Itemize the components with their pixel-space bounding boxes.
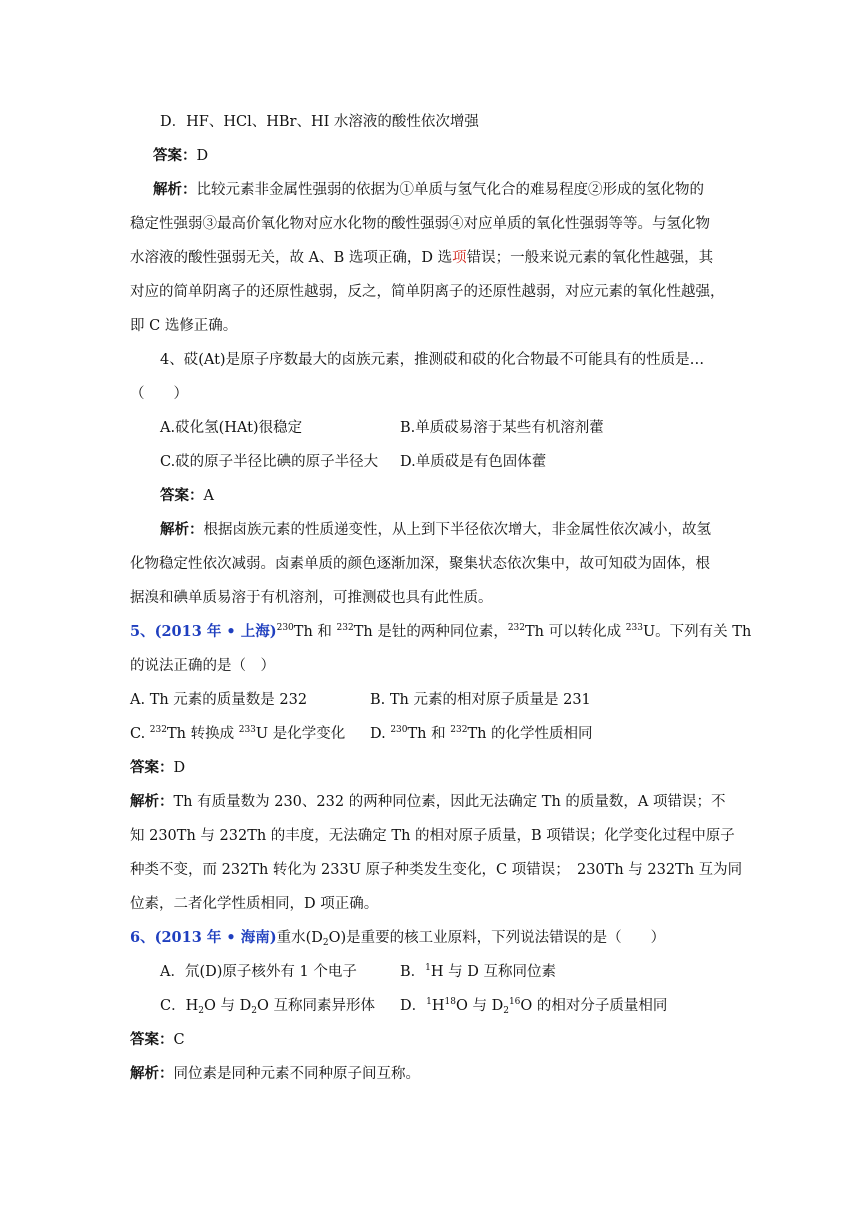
q5-option-d: D. $^{230}$Th 和 $^{232}$Th 的化学性质相同 — [370, 725, 593, 742]
answer-value: A — [203, 488, 214, 504]
q3-analysis-line: 稳定性强弱③最高价氧化物对应水化物的酸性强弱④对应单质的氧化性强弱等等。与氢化物 — [130, 216, 710, 232]
q4-option-c: C.砹的原子半径比碘的原子半径大 — [160, 454, 379, 470]
analysis-label: 解析： — [130, 793, 174, 810]
answer-label: 答案： — [130, 1031, 174, 1048]
q3-analysis-line: 水溶液的酸性强弱无关，故 A、B 选项正确，D 选项错误；一般来说元素的氧化性越强，其 — [130, 250, 714, 266]
q4-analysis-line: 据溴和碘单质易溶于有机溶剂，可推测砹也具有此性质。 — [130, 590, 493, 606]
q5-stem: 5、(2013 年 • 上海)$^{230}$Th 和 $^{232}$Th 是钍的两种同位素，$^{232}$Th 可以转化成 $^{233}$U。下列有关 Th — [130, 623, 752, 640]
analysis-label: 解析： — [160, 521, 204, 538]
q6-options-row2 — [160, 996, 760, 1016]
q6-option-a: A．氘(D)原子核外有 1 个电子 — [160, 964, 357, 980]
q3-analysis-line: 解析：比较元素非金属性强弱的依据为①单质与氢气化合的难易程度②形成的氢化物的 — [153, 181, 704, 198]
q3-option-d: D．HF、HCl、HBr、HI 水溶液的酸性依次增强 — [160, 114, 479, 130]
answer-value: D — [173, 760, 186, 776]
q4-option-d: D.单质砹是有色固体藿 — [400, 454, 547, 470]
q4-options-row2 — [160, 452, 760, 472]
q5-option-c: C. $^{232}$Th 转换成 $^{233}$U 是化学变化 — [130, 725, 346, 742]
analysis-label: 解析： — [153, 181, 197, 198]
q4-stem: 4、砹(At)是原子序数最大的卤族元素，推测砹和砹的化合物最不可能具有的性质是… — [160, 352, 705, 368]
q5-source: 5、(2013 年 • 上海) — [130, 623, 277, 640]
q4-analysis-line: 解析：根据卤族元素的性质递变性，从上到下半径依次增大，非金属性依次减小，故氢 — [160, 521, 711, 538]
q5-analysis-line: 位素，二者化学性质相同，D 项正确。 — [130, 896, 379, 912]
q4-options-row1 — [160, 418, 760, 438]
q5-analysis-line: 知 230Th 与 232Th 的丰度，无法确定 Th 的相对原子质量，B 项错误；化学变化过程中原子 — [130, 828, 735, 844]
q5-analysis-line: 种类不变，而 232Th 转化为 233U 原子种类发生变化，C 项错误； 230Th 与 232Th 互为同 — [130, 862, 743, 878]
answer-value: D — [196, 148, 209, 164]
q6-stem: 6、(2013 年 • 海南)重水$(D_2O)$是重要的核工业原料，下列说法错误的是（ ） — [130, 929, 666, 948]
q5-option-b: B. Th 元素的相对原子质量是 231 — [370, 692, 591, 708]
q5-option-a: A. Th 元素的质量数是 232 — [130, 692, 308, 708]
q6-option-b: B．$^1$H 与 D 互称同位素 — [400, 963, 556, 980]
q5-stem: 的说法正确的是（ ） — [130, 658, 275, 674]
answer-label: 答案： — [153, 147, 197, 164]
answer-value: C — [173, 1032, 185, 1048]
q6-source: 6、(2013 年 • 海南) — [130, 929, 277, 946]
q5-answer — [130, 758, 730, 778]
q4-answer — [160, 486, 760, 506]
q6-options-row1 — [160, 962, 760, 982]
answer-label: 答案： — [160, 487, 204, 504]
q6-answer — [130, 1030, 730, 1050]
q5-options-row1 — [130, 690, 730, 710]
q3-analysis-line: 对应的简单阴离子的还原性越弱，反之，简单阴离子的还原性越弱，对应元素的氧化性越强， — [130, 284, 725, 300]
q5-analysis-line: 解析：Th 有质量数为 230、232 的两种同位素，因此无法确定 Th 的质量数，A 项错误；不 — [130, 793, 726, 810]
q4-option-b: B.单质砹易溶于某些有机溶剂藿 — [400, 420, 604, 436]
q4-analysis-line: 化物稳定性依次减弱。卤素单质的颜色逐渐加深，聚集状态依次集中，故可知砹为固体，根 — [130, 556, 710, 572]
q4-stem-bracket: （ ） — [130, 386, 188, 402]
answer-label: 答案： — [130, 759, 174, 776]
q5-options-row2 — [130, 724, 730, 744]
q6-option-d: D．$^1H^{18}O$ 与 $D_2^{16}O$ 的相对分子质量相同 — [400, 997, 668, 1016]
q6-analysis-line: 解析：同位素是同种元素不同种原子间互称。 — [130, 1065, 420, 1082]
q3-analysis-line: 即 C 选修正确。 — [130, 318, 238, 334]
q3-answer — [153, 146, 753, 166]
q6-option-c: C．$H_2O$ 与 $D_2O$ 互称同素异形体 — [160, 998, 375, 1016]
q4-option-a: A.砹化氢(HAt)很稳定 — [160, 420, 303, 436]
analysis-label: 解析： — [130, 1065, 174, 1082]
